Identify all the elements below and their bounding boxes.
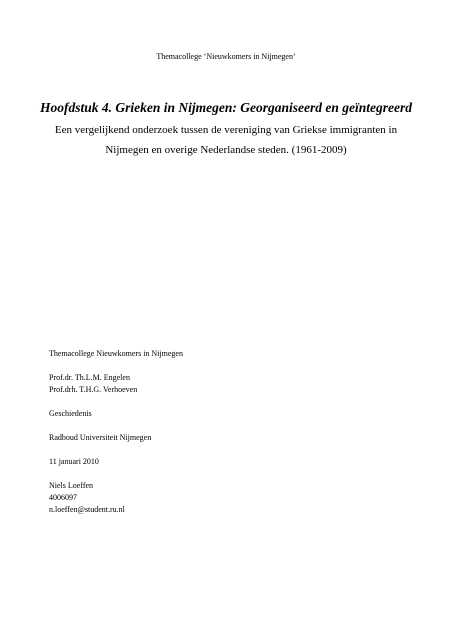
author-group <box>49 480 409 516</box>
subtitle-line-1: Een vergelijkend onderzoek tussen de vereniging van Griekse immigranten in <box>54 124 398 136</box>
supervisor-1: Prof.dr. Th.L.M. Engelen <box>49 373 130 382</box>
university: Radboud Universiteit Nijmegen <box>49 433 152 442</box>
supervisor-2: Prof.drh. T.H.G. Verhoeven <box>49 385 138 394</box>
running-header: Themacollege ‘Nieuwkomers in Nijmegen’ <box>156 52 296 61</box>
student-number: 4006097 <box>49 493 77 502</box>
chapter-title: Hoofdstuk 4. Grieken in Nijmegen: Georganiseerd en geïntegreerd <box>40 100 412 115</box>
title-block <box>0 98 452 160</box>
university-group <box>49 432 409 444</box>
department: Geschiedenis <box>49 409 92 418</box>
author-name: Niels Loeffen <box>49 481 94 490</box>
department-group <box>49 408 409 420</box>
document-meta <box>49 348 409 528</box>
subtitle-line-2: Nijmegen en overige Nederlandse steden. (1961-2009) <box>105 144 347 156</box>
date-group <box>49 456 409 468</box>
course-name: Themacollege Nieuwkomers in Nijmegen <box>49 349 183 358</box>
submission-date: 11 januari 2010 <box>49 457 99 466</box>
course-group <box>49 348 409 360</box>
supervisors-group <box>49 372 409 396</box>
chapter-subtitle <box>26 120 426 160</box>
author-email: n.loeffen@student.ru.nl <box>49 505 125 514</box>
